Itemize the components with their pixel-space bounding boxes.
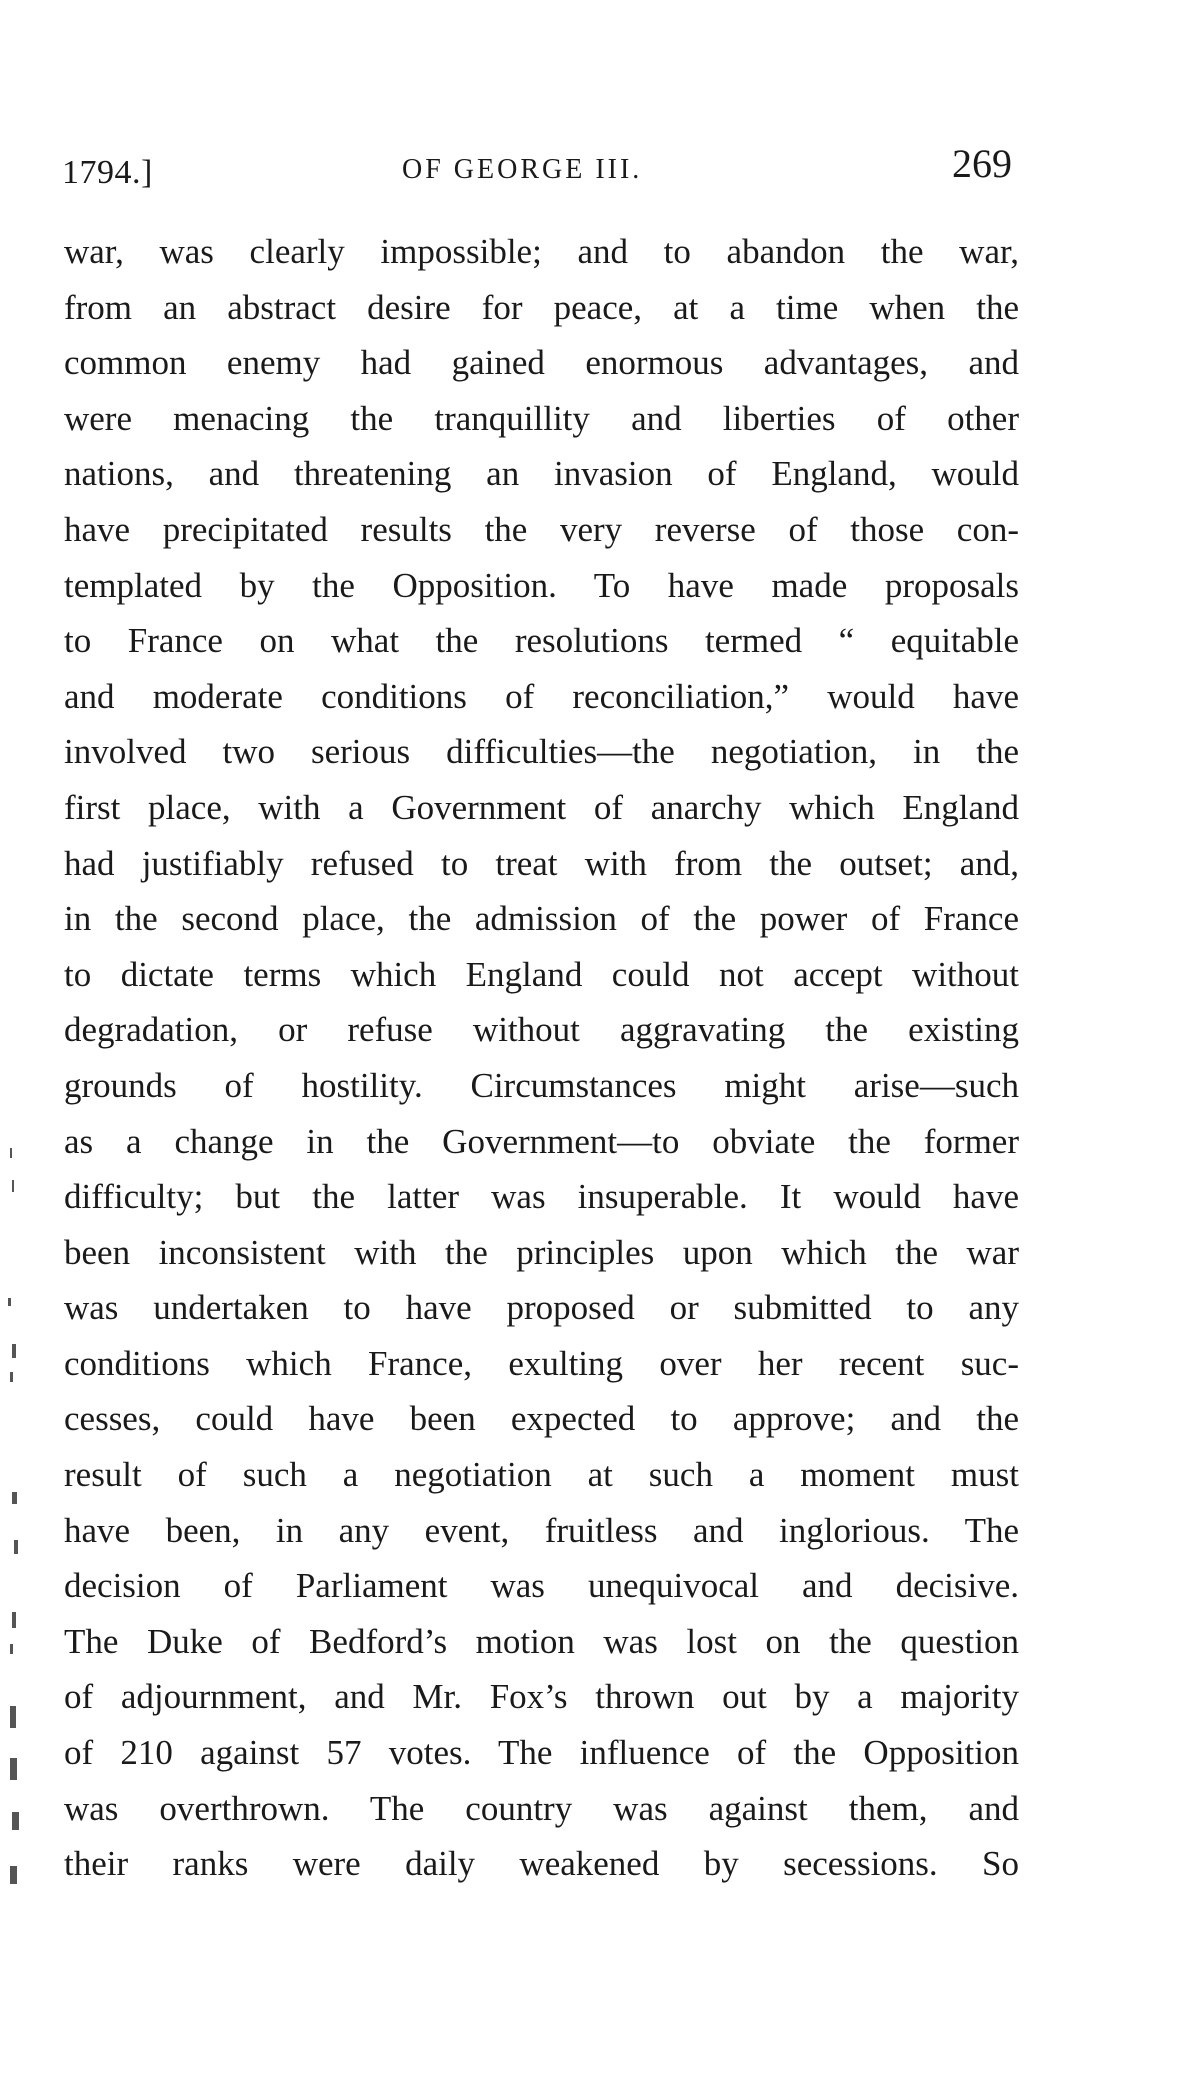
gutter-mark: [12, 1344, 16, 1358]
text-line: been inconsistent with the principles upon which the war: [64, 1232, 1019, 1272]
text-line: and moderate conditions of reconciliation,” would have: [64, 676, 1019, 716]
gutter-mark: [10, 1372, 13, 1382]
gutter-mark: [12, 1492, 17, 1504]
text-line: cesses, could have been expected to approve; and the: [64, 1399, 1019, 1439]
gutter-mark: [10, 1706, 16, 1728]
text-line: was undertaken to have proposed or submitted to any: [64, 1288, 1019, 1328]
text-line: result of such a negotiation at such a moment must: [64, 1455, 1019, 1495]
text-line: were menacing the tranquillity and liberties of other: [64, 398, 1019, 438]
text-line: had justifiably refused to treat with from the outset; and,: [64, 843, 1019, 883]
text-line: decision of Parliament was unequivocal and decisive.: [64, 1566, 1019, 1606]
running-head: [62, 140, 1012, 190]
text-line: war, was clearly impossible; and to abandon the war,: [64, 232, 1019, 271]
text-line: difficulty; but the latter was insuperable. It would have: [64, 1177, 1019, 1217]
gutter-mark: [12, 1812, 19, 1830]
text-line: have been, in any event, fruitless and inglorious. The: [64, 1510, 1019, 1550]
text-line: from an abstract desire for peace, at a time when the: [64, 287, 1019, 327]
text-line: first place, with a Government of anarchy which England: [64, 787, 1019, 827]
gutter-mark: [12, 1612, 16, 1628]
text-line: grounds of hostility. Circumstances might arise—such: [64, 1065, 1019, 1105]
gutter-mark: [10, 1866, 17, 1884]
running-head-year: 1794.]: [62, 154, 153, 191]
text-line: their ranks were daily weakened by secessions. So: [64, 1844, 1019, 1884]
text-line: to France on what the resolutions termed “ equitable: [64, 621, 1019, 661]
text-line: have precipitated results the very reverse of those con-: [64, 509, 1019, 549]
text-line: nations, and threatening an invasion of England, would: [64, 454, 1019, 494]
text-line: The Duke of Bedford’s motion was lost on the question: [64, 1621, 1019, 1661]
text-line: common enemy had gained enormous advantages, and: [64, 343, 1019, 383]
gutter-mark: [10, 1758, 17, 1780]
text-line: in the second place, the admission of the power of France: [64, 899, 1019, 939]
gutter-mark: [10, 1148, 12, 1158]
text-line: templated by the Opposition. To have made proposals: [64, 565, 1019, 605]
gutter-mark: [10, 1644, 13, 1654]
text-line: as a change in the Government—to obviate the former: [64, 1121, 1019, 1161]
text-line: to dictate terms which England could not accept without: [64, 954, 1019, 994]
gutter-show-through-marks: [0, 0, 60, 2085]
gutter-mark: [14, 1540, 18, 1554]
text-line: was overthrown. The country was against them, and: [64, 1788, 1019, 1828]
gutter-mark: [12, 1180, 14, 1192]
running-head-title: OF GEORGE III.: [402, 154, 643, 185]
body-text: [64, 224, 1019, 1892]
gutter-mark: [8, 1298, 11, 1306]
text-line: degradation, or refuse without aggravating the existing: [64, 1010, 1019, 1050]
page-number: 269: [952, 141, 1012, 186]
text-line: conditions which France, exulting over her recent suc-: [64, 1343, 1019, 1383]
text-line: of adjournment, and Mr. Fox’s thrown out by a majority: [64, 1677, 1019, 1717]
text-line: involved two serious difficulties—the negotiation, in the: [64, 732, 1019, 772]
text-line: of 210 against 57 votes. The influence of the Opposition: [64, 1733, 1019, 1773]
